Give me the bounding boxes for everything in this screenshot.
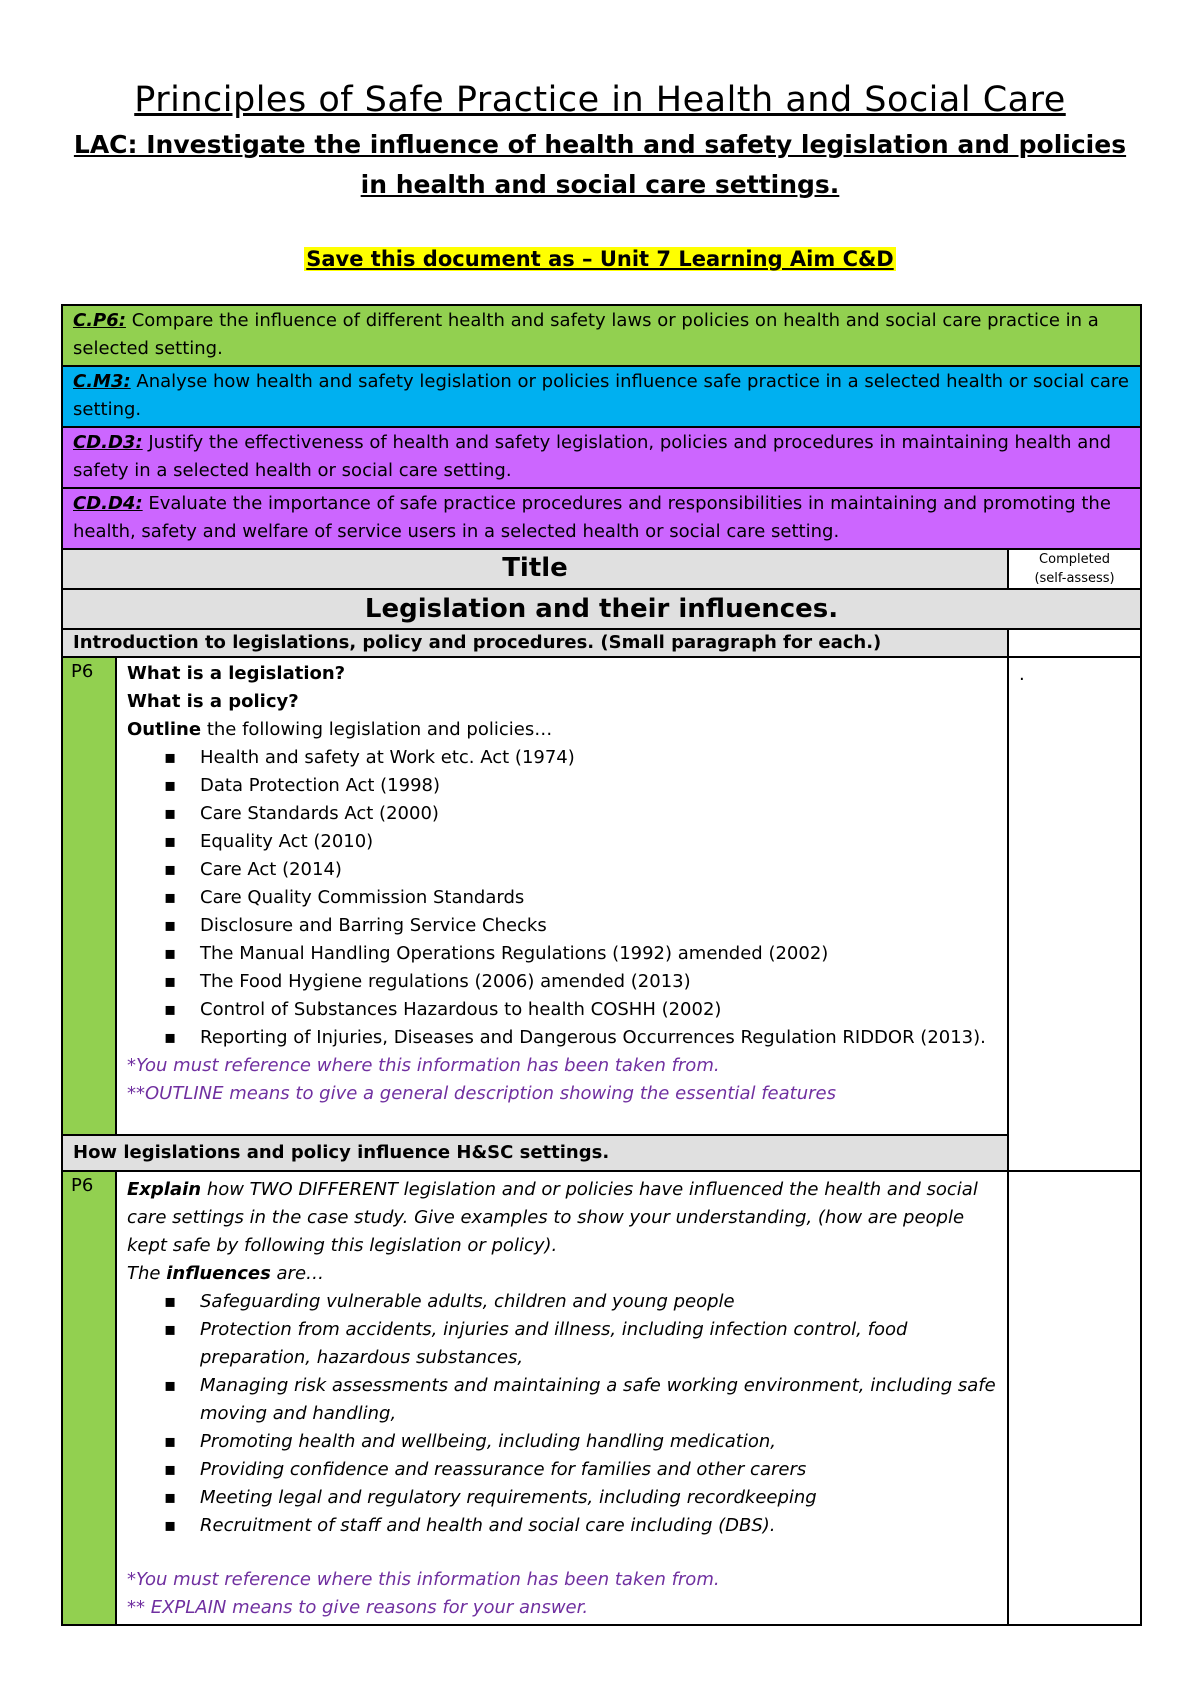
completed-label: Completed [1039,552,1110,567]
criterion-row [62,488,1141,549]
save-note [0,247,1200,271]
title-column-header: Title [62,549,1008,589]
list-item: ▪ Providing confidence and reassurance for families and other carers [200,1456,997,1484]
influences-intro [127,1260,997,1288]
list-item: ▪ The Manual Handling Operations Regulations (1992) amended (2002) [200,940,997,968]
list-item: ▪ Care Act (2014) [200,856,997,884]
page-title: Principles of Safe Practice in Health and Social Care [134,80,1066,120]
criterion-code: C.M3: [73,371,131,392]
explain-word: Explain [127,1179,202,1200]
self-assess-label: (self-assess) [1034,571,1115,586]
outline-definition-note: **OUTLINE means to give a general description showing the essential features [127,1083,836,1104]
completed-column-header [1008,549,1141,589]
criterion-row [62,305,1141,366]
task-row [62,1171,1141,1625]
task-row [62,657,1141,1135]
part2-subheading: How legislations and policy influence H&SC settings. [62,1135,1008,1171]
task-content [116,1171,1008,1625]
lac-line-2: in health and social care settings. [360,170,840,199]
subheading-row [62,629,1141,657]
assignment-table [61,304,1142,1626]
list-item: ▪ The Food Hygiene regulations (2006) amended (2013) [200,968,997,996]
list-item: ▪ Meeting legal and regulatory requirements, including recordkeeping [200,1484,997,1512]
question-legislation: What is a legislation? [127,663,346,684]
spacer [127,1540,997,1566]
criterion-text: Evaluate the importance of safe practice procedures and responsibilities in maintaining and promoting the health, safety and welfare of service users in a selected health or social care setting. [73,493,1111,542]
explain-rest: how TWO DIFFERENT legislation and or policies have influenced the health and social care settings in the case study. Give examples to show your understanding, (how are people kept safe by following this legislation or policy). [127,1179,978,1256]
task-content [116,657,1008,1135]
completed-cell[interactable] [1008,657,1141,1171]
influences-list [127,1288,997,1540]
criterion-d3 [62,427,1141,488]
criterion-p6 [62,305,1141,366]
criteria-code-cell: P6 [62,657,116,1135]
list-item: ▪ Protection from accidents, injuries and illness, including infection control, food preparation, hazardous substances, [200,1316,997,1372]
list-item: ▪ Recruitment of staff and health and social care including (DBS). [200,1512,997,1540]
list-item: ▪ Equality Act (2010) [200,828,997,856]
list-item: ▪ Health and safety at Work etc. Act (1974) [200,744,997,772]
list-item: ▪ Disclosure and Barring Service Checks [200,912,997,940]
list-item: ▪ Reporting of Injuries, Diseases and Dangerous Occurrences Regulation RIDDOR (2013). [200,1024,997,1052]
section-heading-row [62,589,1141,629]
completed-cell[interactable] [1008,1171,1141,1625]
question-policy: What is a policy? [127,691,299,712]
influences-word: influences [166,1263,271,1284]
outline-word: Outline [127,719,202,740]
criterion-d4 [62,488,1141,549]
outline-rest: the following legislation and policies… [201,719,553,740]
table-header-row [62,549,1141,589]
completed-mark: . [1019,664,1025,685]
criterion-row [62,427,1141,488]
explain-definition-note: ** EXPLAIN means to give reasons for your answer. [127,1597,589,1618]
influences-post: are… [270,1263,325,1284]
outline-instruction [127,716,997,744]
criterion-text: Compare the influence of different health and safety laws or policies on health and social care practice in a selected setting. [73,310,1099,359]
criteria-code-cell: P6 [62,1171,116,1625]
criterion-code: CD.D4: [73,493,143,514]
list-item: ▪ Control of Substances Hazardous to health COSHH (2002) [200,996,997,1024]
criterion-text: Justify the effectiveness of health and safety legislation, policies and procedures in maintaining health and safety in a selected health or social care setting. [73,432,1112,481]
criterion-code: C.P6: [73,310,126,331]
list-item: ▪ Safeguarding vulnerable adults, children and young people [200,1288,997,1316]
reference-note: *You must reference where this information has been taken from. [127,1569,720,1590]
save-note-text: Save this document as – Unit 7 Learning Aim C&D [306,247,894,271]
criterion-m3 [62,366,1141,427]
completed-cell[interactable] [1008,629,1141,657]
criterion-row [62,366,1141,427]
list-item: ▪ Care Quality Commission Standards [200,884,997,912]
subheading-row [62,1135,1141,1171]
legislation-list [127,744,997,1052]
reference-note: *You must reference where this information has been taken from. [127,1055,720,1076]
explain-instruction [127,1176,997,1260]
part1-subheading: Introduction to legislations, policy and procedures. (Small paragraph for each.) [62,629,1008,657]
list-item: ▪ Managing risk assessments and maintaining a safe working environment, including safe moving and handling, [200,1372,997,1428]
influences-pre: The [127,1263,167,1284]
list-item: ▪ Promoting health and wellbeing, including handling medication, [200,1428,997,1456]
criterion-code: CD.D3: [73,432,143,453]
criterion-text: Analyse how health and safety legislation or policies influence safe practice in a selected health or social care setting. [73,371,1129,420]
list-item: ▪ Care Standards Act (2000) [200,800,997,828]
lac-line-1: LAC: Investigate the influence of health and safety legislation and policies [73,130,1127,159]
list-item: ▪ Data Protection Act (1998) [200,772,997,800]
section-heading: Legislation and their influences. [62,589,1141,629]
